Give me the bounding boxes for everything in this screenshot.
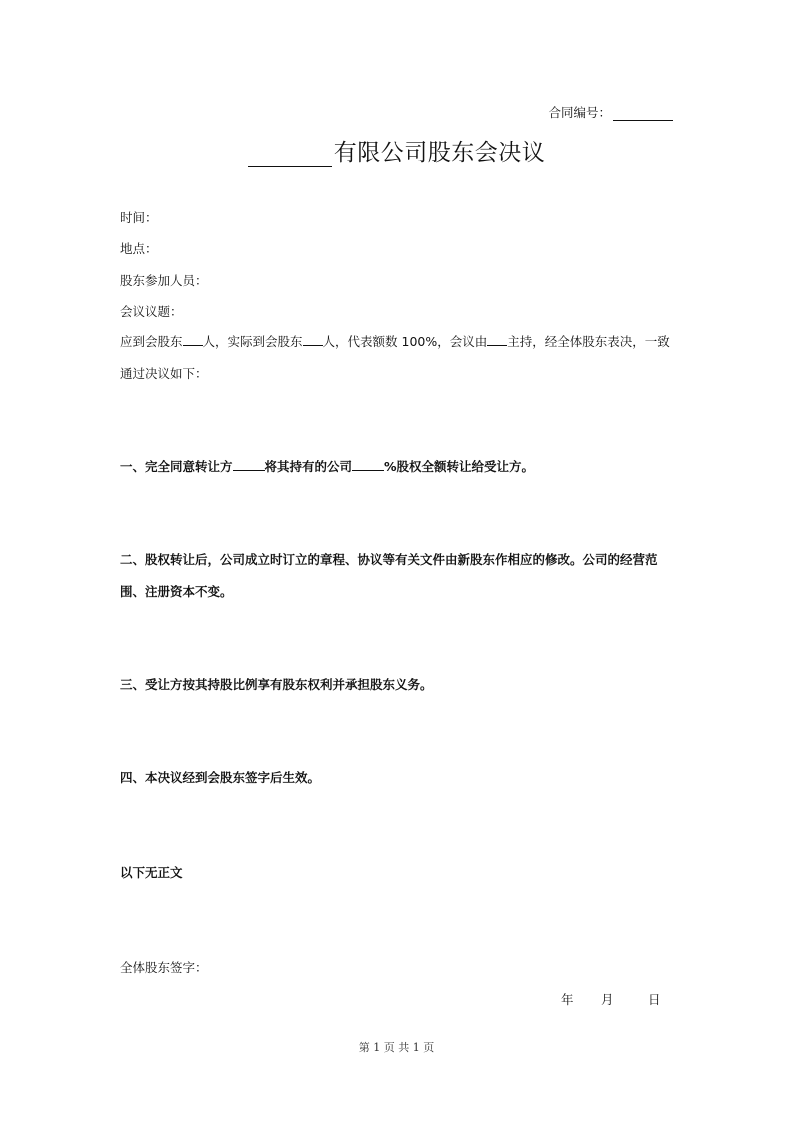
intro-text-4: 主持，经全体股东表决，一致通过决议如下： [120,334,670,381]
title-text: 有限公司股东会决议 [333,140,546,166]
contract-number [548,103,673,121]
intro-paragraph [120,326,676,390]
date-year: 年 [561,992,574,1007]
company-name-blank [248,142,332,167]
intro-text-2: 人，实际到会股东 [202,334,303,349]
contract-number-blank [613,106,673,121]
meeting-place-field: 地点： [120,241,158,256]
page-footer: 第 1 页 共 1 页 [358,1041,435,1054]
blank [487,333,507,346]
blank [352,458,384,471]
blank [303,333,323,346]
intro-text-3: 人，代表额数 100%，会议由 [322,334,488,349]
blank [233,458,265,471]
signature-label: 全体股东签字： [120,960,208,975]
clause-1-text-a: 一、完全同意转让方 [120,459,233,474]
date-month: 月 [601,992,614,1007]
clause-1 [120,451,676,483]
date-day: 日 [648,992,661,1007]
end-note: 以下无正文 [120,865,183,880]
document-title [0,134,793,167]
meeting-topic-field: 会议议题： [120,304,183,319]
clause-3: 三、受让方按其持股比例享有股东权利并承担股东义务。 [120,677,433,692]
clause-4: 四、本决议经到会股东签字后生效。 [120,770,321,785]
clause-1-text-b: 将其持有的公司 [264,459,353,474]
attendees-field: 股东参加人员： [120,273,208,288]
clause-2: 二、股权转让后，公司成立时订立的章程、协议等有关文件由新股东作相应的修改。公司的经营范围、注册资本不变。 [120,552,658,599]
intro-text-1: 应到会股东 [120,334,183,349]
meeting-time-field: 时间： [120,210,158,225]
clause-1-text-c: %股权全额转让给受让方。 [384,459,535,474]
blank [183,333,203,346]
contract-number-label: 合同编号： [548,105,611,120]
